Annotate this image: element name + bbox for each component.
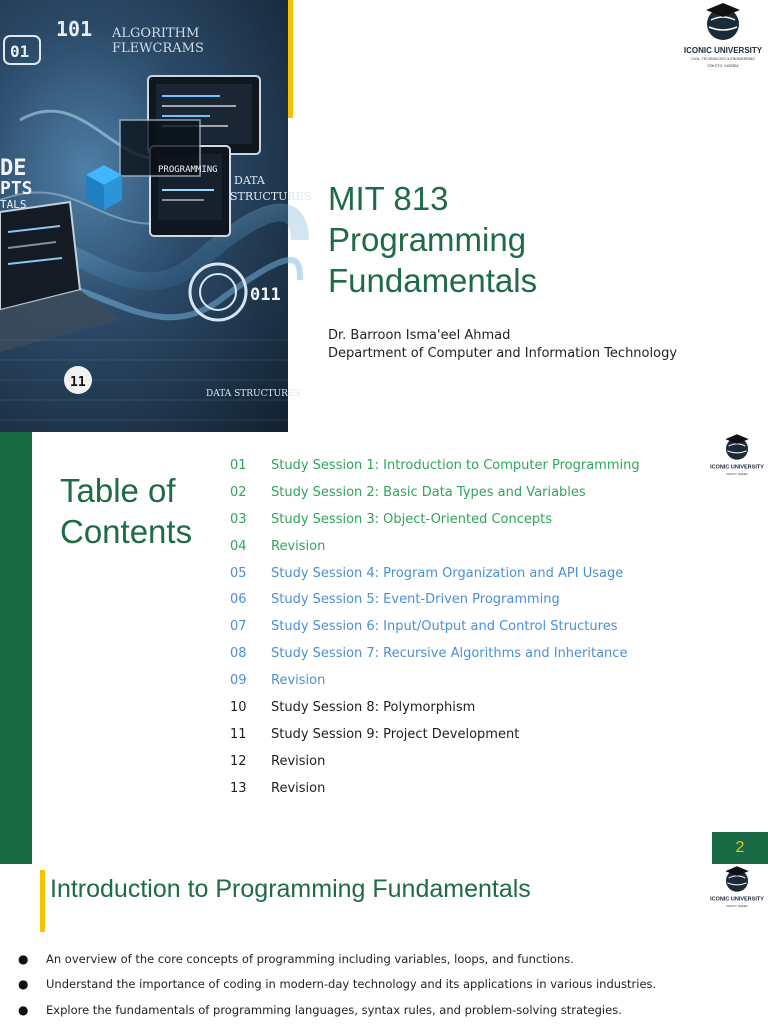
bullet-item — [18, 972, 758, 998]
toc-item-number: 08 — [230, 646, 247, 662]
toc-heading — [60, 470, 230, 552]
toc-item-number: 07 — [230, 619, 247, 635]
toc-item-number: 05 — [230, 565, 247, 581]
toc-item-label: Study Session 6: Input/Output and Control Structures — [271, 619, 618, 635]
toc-item-label: Study Session 8: Polymorphism — [271, 699, 476, 715]
toc-item-number: 09 — [230, 673, 247, 689]
course-name-line-2: Fundamentals — [328, 262, 538, 299]
cover-text-programming: PROGRAMMING — [158, 165, 218, 175]
cover-text-de: DE — [0, 156, 27, 181]
slide-table-of-contents — [0, 432, 768, 864]
logo-name: ICONIC UNIVERSITY — [710, 896, 764, 903]
course-title — [328, 178, 748, 301]
toc-item[interactable] — [230, 506, 700, 533]
department-name: Department of Computer and Information Technology — [328, 346, 678, 361]
toc-item-label: Study Session 9: Project Development — [271, 726, 520, 742]
toc-item[interactable] — [230, 721, 700, 748]
toc-item-number: 06 — [230, 592, 247, 608]
cover-text-11: 11 — [70, 375, 86, 390]
accent-bar — [288, 0, 293, 118]
bullet-text: Understand the importance of coding in modern-day technology and its applications in various industries. — [46, 977, 657, 992]
toc-item[interactable] — [230, 748, 700, 775]
course-code: MIT 813 — [328, 180, 449, 217]
cover-illustration — [0, 0, 312, 432]
author-info — [328, 327, 758, 363]
toc-item[interactable] — [230, 586, 700, 613]
university-logo — [678, 0, 768, 72]
toc-item-number: 03 — [230, 511, 247, 527]
toc-item-label: Revision — [271, 673, 326, 689]
toc-item-label: Study Session 2: Basic Data Types and Variables — [271, 484, 586, 500]
cover-text-01: 01 — [10, 42, 30, 61]
toc-item-label: Revision — [271, 753, 326, 769]
bullet-item — [18, 946, 758, 972]
toc-item-number: 01 — [230, 457, 247, 473]
toc-item-number: 13 — [230, 780, 247, 796]
bullet-text: Explore the fundamentals of programming languages, syntax rules, and problem-solving strategies. — [46, 1002, 622, 1017]
toc-item[interactable] — [230, 640, 700, 667]
accent-bar — [40, 870, 45, 932]
globe-cap-icon — [678, 0, 768, 72]
toc-item[interactable] — [230, 613, 700, 640]
toc-item-label: Study Session 1: Introduction to Computer Programming — [271, 457, 640, 473]
globe-cap-icon — [706, 432, 768, 482]
bullet-item — [18, 997, 758, 1023]
toc-list — [230, 452, 700, 802]
slide-introduction — [0, 864, 768, 1024]
toc-item[interactable] — [230, 667, 700, 694]
slide-heading: Introduction to Programming Fundamentals — [50, 875, 531, 903]
toc-item-label: Study Session 5: Event-Driven Programming — [271, 592, 560, 608]
bullet-dot-icon: ● — [18, 977, 29, 992]
cover-image — [0, 0, 312, 432]
logo-tagline: CIVIL, TECHNOLOGY & ENGINEERING — [691, 57, 755, 61]
bullet-text: An overview of the core concepts of programming including variables, loops, and functions. — [46, 951, 574, 966]
toc-heading-line-2: Contents — [60, 513, 193, 550]
toc-item-number: 02 — [230, 484, 247, 500]
toc-heading-line-1: Table of — [60, 472, 176, 509]
toc-item[interactable] — [230, 533, 700, 560]
toc-item-number: 04 — [230, 538, 247, 554]
slide-title — [0, 0, 768, 432]
toc-item-label: Revision — [271, 780, 326, 796]
toc-item-label: Study Session 7: Recursive Algorithms and Inheritance — [271, 646, 628, 662]
bullet-dot-icon: ● — [18, 951, 29, 966]
cover-text-flewcrams: FLEWCRAMS — [112, 41, 204, 56]
side-strip — [0, 432, 32, 864]
cover-text-pts: PTS — [0, 178, 33, 199]
cover-text-101: 101 — [56, 17, 93, 41]
globe-cap-icon — [706, 864, 768, 914]
toc-item[interactable] — [230, 479, 700, 506]
bullet-dot-icon: ● — [18, 1002, 29, 1017]
toc-item-number: 12 — [230, 753, 247, 769]
toc-item[interactable] — [230, 560, 700, 587]
toc-item-label: Revision — [271, 538, 326, 554]
toc-item-label: Study Session 4: Program Organization and API Usage — [271, 565, 624, 581]
toc-item[interactable] — [230, 775, 700, 802]
logo-location: SOKOTO, NIGERIA — [726, 904, 748, 908]
course-name-line-1: Programming — [328, 221, 527, 258]
cover-text-structures: STRUCTURES — [230, 190, 312, 203]
university-logo-small — [706, 432, 768, 482]
logo-location: SOKOTO, NIGERIA — [707, 64, 739, 68]
logo-location: SOKOTO, NIGERIA — [726, 472, 748, 476]
cover-text-data-structures: DATA STRUCTURES — [206, 389, 301, 399]
cover-text-algorithm: ALGORITHM — [112, 26, 200, 41]
page-number: 2 — [712, 832, 768, 864]
toc-item-number: 10 — [230, 699, 247, 715]
cover-text-data: DATA — [234, 174, 265, 187]
university-logo-small — [706, 864, 768, 914]
author-name: Dr. Barroon Isma'eel Ahmad — [328, 328, 511, 343]
cover-text-011: 011 — [250, 285, 281, 305]
logo-name: ICONIC UNIVERSITY — [683, 46, 763, 55]
toc-item[interactable] — [230, 452, 700, 479]
bullet-list — [18, 946, 758, 1023]
toc-item-label: Study Session 3: Object-Oriented Concepts — [271, 511, 553, 527]
toc-item-number: 11 — [230, 726, 247, 742]
logo-name: ICONIC UNIVERSITY — [710, 464, 764, 471]
cover-text-tals: TALS — [0, 198, 27, 211]
toc-item[interactable] — [230, 694, 700, 721]
